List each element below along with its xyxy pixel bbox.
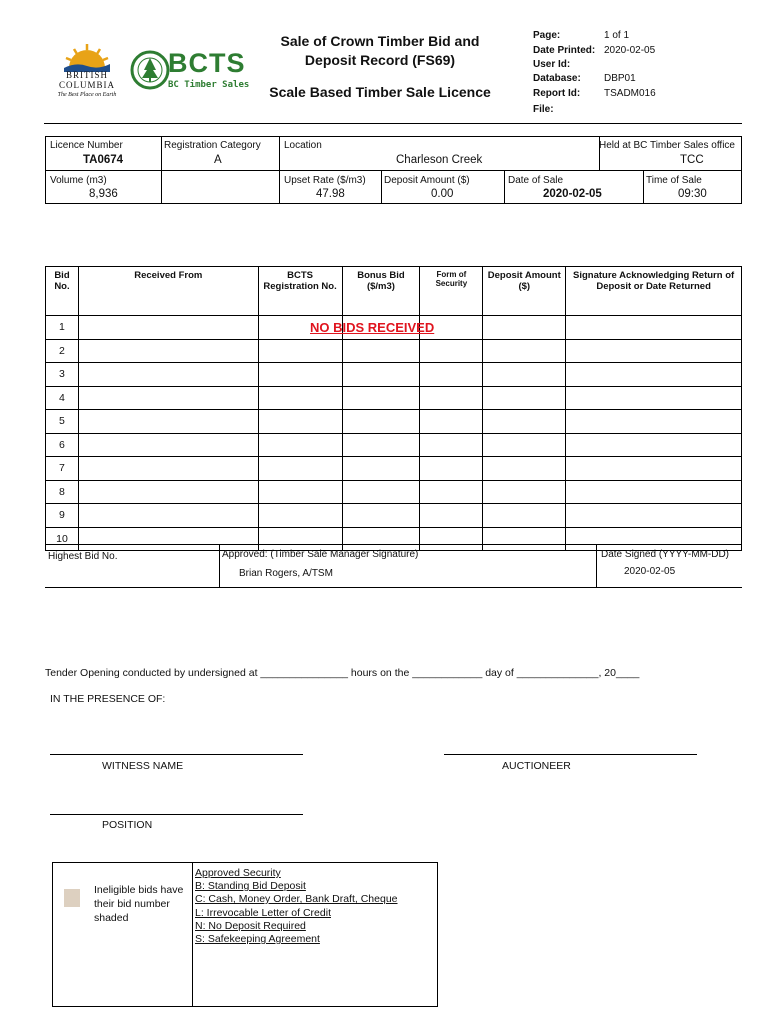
- legend-divider: [192, 863, 193, 1006]
- upset-rate-value: 47.98: [316, 188, 345, 200]
- witness-name-label: WITNESS NAME: [102, 760, 184, 772]
- table-row: [46, 457, 742, 481]
- form-title: Sale of Crown Timber Bid and Deposit Record (FS69): [280, 33, 480, 68]
- bid-number: 10: [46, 527, 79, 551]
- date-signed-label: Date Signed (YYYY-MM-DD): [601, 549, 730, 560]
- col-received-from: Received From: [78, 267, 258, 316]
- col-bcts-registration: BCTS Registration No.: [258, 267, 342, 316]
- col-bonus-bid: Bonus Bid ($/m3): [342, 267, 420, 316]
- volume-value: 8,936: [89, 188, 118, 200]
- table-row: [46, 480, 742, 504]
- meta-user-id-label: User Id:: [533, 59, 571, 70]
- upset-rate-label: Upset Rate ($/m3): [284, 175, 366, 186]
- registration-category-value: A: [214, 154, 222, 166]
- time-of-sale-value: 09:30: [678, 188, 707, 200]
- bid-number: 8: [46, 480, 79, 504]
- approval-divider: [219, 545, 220, 587]
- col-form-of-security: Form of Security: [420, 267, 483, 316]
- location-label: Location: [284, 140, 322, 151]
- volume-label: Volume (m3): [50, 175, 107, 186]
- legend-item: C: Cash, Money Order, Bank Draft, Cheque: [195, 893, 398, 905]
- bids-table-header: [46, 267, 742, 316]
- meta-report-id-value: TSADM016: [604, 88, 656, 99]
- form-subtitle: Scale Based Timber Sale Licence: [269, 84, 491, 100]
- legend-item: N: No Deposit Required: [195, 920, 306, 932]
- legend-item: S: Safekeeping Agreement: [195, 933, 320, 945]
- legend-item: B: Standing Bid Deposit: [195, 880, 306, 892]
- position-signature-line[interactable]: [50, 814, 303, 815]
- meta-database-value: DBP01: [604, 73, 636, 84]
- meta-page-value: 1 of 1: [604, 30, 630, 41]
- registration-category-label: Registration Category: [164, 140, 261, 151]
- col-bid-no: Bid No.: [46, 267, 79, 316]
- meta-date-printed-label: Date Printed:: [533, 45, 596, 56]
- meta-file-label: File:: [533, 104, 554, 115]
- held-at-label: Held at BC Timber Sales office: [599, 140, 735, 151]
- ineligible-bids-note: Ineligible bids have their bid number shaded: [94, 884, 184, 924]
- meta-database-label: Database:: [533, 73, 581, 84]
- bid-number: 4: [46, 386, 79, 410]
- tender-opening-statement: Tender Opening conducted by undersigned at _______________ hours on the ____________ day of ______________, 20____: [45, 667, 640, 679]
- summary-col-divider: [504, 170, 505, 203]
- time-of-sale-label: Time of Sale: [646, 175, 702, 186]
- summary-col-divider: [161, 137, 162, 203]
- legend-item: Approved Security: [195, 867, 281, 879]
- meta-page-label: Page:: [533, 30, 561, 41]
- approved-label: Approved: (Timber Sale Manager Signature): [222, 549, 419, 560]
- bc-logo-text-line2: COLUMBIA: [58, 80, 115, 90]
- deposit-amount-label: Deposit Amount ($): [384, 175, 470, 186]
- bid-number: 5: [46, 410, 79, 434]
- date-signed-value: 2020-02-05: [624, 566, 676, 577]
- shaded-swatch: [64, 889, 80, 907]
- bc-government-logo: [52, 40, 122, 102]
- table-row: [46, 363, 742, 387]
- meta-report-id-label: Report Id:: [533, 88, 581, 99]
- held-at-value: TCC: [680, 154, 704, 166]
- approval-divider: [596, 545, 597, 587]
- deposit-amount-value: 0.00: [431, 188, 454, 200]
- col-deposit-amount: Deposit Amount ($): [483, 267, 566, 316]
- table-row: [46, 504, 742, 528]
- forest-service-seal-icon: [130, 44, 170, 96]
- bc-logo-tagline: The Best Place on Earth: [57, 92, 117, 98]
- bid-number: 1: [46, 316, 79, 340]
- auctioneer-label: AUCTIONEER: [502, 760, 571, 772]
- table-row: [46, 339, 742, 363]
- col-signature: Signature Acknowledging Return of Deposit or Date Returned: [566, 267, 742, 316]
- approved-name: Brian Rogers, A/TSM: [239, 568, 333, 579]
- bid-number: 6: [46, 433, 79, 457]
- summary-col-divider: [279, 137, 280, 203]
- summary-col-divider: [643, 170, 644, 203]
- bc-sun-icon: [52, 40, 122, 72]
- bcts-wordmark: BCTS: [168, 48, 246, 78]
- witness-signature-line[interactable]: [50, 754, 303, 755]
- legend-item: L: Irrevocable Letter of Credit: [195, 907, 331, 919]
- bcts-subtitle: BC Timber Sales: [168, 80, 250, 90]
- bid-number: 2: [46, 339, 79, 363]
- bid-number: 9: [46, 504, 79, 528]
- highest-bid-label: Highest Bid No.: [48, 551, 118, 562]
- meta-date-printed-value: 2020-02-05: [604, 45, 656, 56]
- licence-number-value: TA0674: [83, 154, 124, 166]
- bid-number: 7: [46, 457, 79, 481]
- table-row: [46, 410, 742, 434]
- bc-logo-text-line1: BRITISH: [65, 70, 108, 80]
- table-row: [46, 433, 742, 457]
- position-label: POSITION: [102, 819, 153, 831]
- summary-col-divider: [381, 170, 382, 203]
- location-value: Charleson Creek: [396, 154, 483, 166]
- header-divider: [44, 123, 742, 124]
- approval-block: [45, 544, 742, 588]
- bid-number: 3: [46, 363, 79, 387]
- bcts-logo: [130, 44, 250, 100]
- bids-table: [45, 266, 742, 551]
- date-of-sale-value: 2020-02-05: [543, 188, 602, 200]
- sale-summary: [45, 136, 742, 204]
- table-row: [46, 386, 742, 410]
- summary-row-divider: [46, 170, 741, 171]
- date-of-sale-label: Date of Sale: [508, 175, 564, 186]
- auctioneer-signature-line[interactable]: [444, 754, 697, 755]
- licence-number-label: Licence Number: [50, 140, 123, 151]
- no-bids-received-notice: NO BIDS RECEIVED: [310, 320, 435, 335]
- presence-heading: IN THE PRESENCE OF:: [50, 693, 166, 705]
